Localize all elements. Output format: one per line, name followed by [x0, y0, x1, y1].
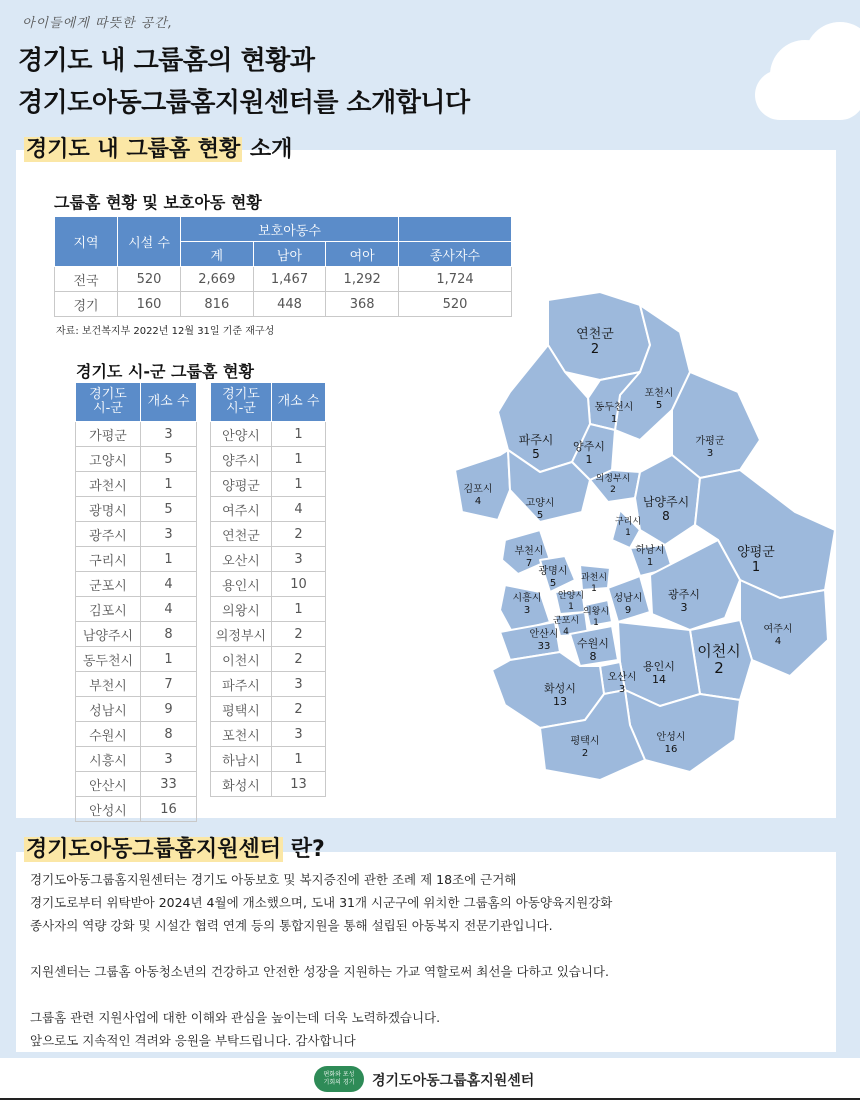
tagline: 아이들에게 따뜻한 공간,: [22, 16, 173, 31]
col-header-region: 지역: [55, 217, 118, 267]
cell-count: 3: [141, 522, 197, 547]
cell-count: 2: [272, 647, 326, 672]
cell-count: 8: [141, 722, 197, 747]
cloud-decoration: [755, 70, 860, 120]
cell-city: 구리시: [76, 547, 141, 572]
map-label-count: 8: [662, 509, 670, 523]
cell-count: 4: [272, 497, 326, 522]
intro-para3-line1: 그룹홈 관련 지원사업에 대한 이해와 관심을 높이는데 더욱 노력하겠습니다.: [30, 1010, 441, 1025]
table-row: [211, 472, 326, 497]
cell-count: 3: [141, 422, 197, 447]
table-row: [76, 772, 197, 797]
map-label-count: 5: [536, 510, 544, 521]
cell-region: 경기: [55, 292, 118, 317]
gyeonggi-logo-icon: [314, 1066, 364, 1092]
map-label-name: 의왕시: [582, 607, 610, 617]
table-row: [76, 447, 197, 472]
cell-girls: 368: [326, 292, 399, 317]
map-label-name: 김포시: [463, 484, 493, 495]
map-label-count: 3: [680, 601, 688, 614]
cell-count: 2: [272, 622, 326, 647]
intro-para2: 지원센터는 그룹홈 아동청소년의 건강하고 안전한 성장을 지원하는 가교 역할로써 최선을 다하고 있습니다.: [30, 964, 609, 979]
map-label-name: 군포시: [552, 616, 580, 626]
map-label-name: 포천시: [644, 388, 674, 399]
cell-city: 시흥시: [76, 747, 141, 772]
map-label-name: 고양시: [525, 498, 555, 509]
summary-table: [54, 216, 512, 317]
col-header-city: 경기도 시-군: [211, 383, 272, 422]
map-label-count: 13: [553, 695, 567, 708]
map-label-count: 8: [589, 650, 597, 663]
map-region-gapyeong: [672, 372, 760, 478]
cell-count: 2: [272, 697, 326, 722]
table-row: [211, 497, 326, 522]
map-label-name: 과천시: [580, 573, 608, 583]
cell-count: 16: [141, 797, 197, 822]
cell-count: 1: [272, 747, 326, 772]
table-row: [211, 697, 326, 722]
map-label-name: 안성시: [656, 732, 686, 743]
map-label-count: 3: [618, 684, 626, 695]
map-label-name: 평택시: [570, 736, 600, 747]
col-header-city: 경기도 시-군: [76, 383, 141, 422]
cell-city: 안양시: [211, 422, 272, 447]
cell-facilities: 520: [118, 267, 181, 292]
cell-count: 5: [141, 497, 197, 522]
col-header-girls: 여아: [326, 242, 399, 267]
map-label-name: 수원시: [577, 637, 609, 650]
logo-text-top: 편화와 포성: [323, 1071, 355, 1078]
intro-para1-line3: 종사자의 역량 강화 및 시설간 협력 연계 등의 통합지원을 통해 설립된 아동복지 전문기관입니다.: [30, 918, 553, 933]
table-row: [211, 572, 326, 597]
map-label-count: 1: [751, 560, 761, 575]
cell-count: 3: [272, 722, 326, 747]
cell-city: 포천시: [211, 722, 272, 747]
map-label-name: 의정부시: [595, 474, 631, 484]
map-label-name: 광명시: [538, 566, 568, 577]
table-row: [76, 522, 197, 547]
map-label-count: 9: [624, 605, 632, 616]
table-row: [55, 292, 512, 317]
map-label-count: 3: [706, 448, 714, 459]
table-row: [211, 547, 326, 572]
cell-count: 33: [141, 772, 197, 797]
col-header-boys: 남아: [253, 242, 326, 267]
table-row: [211, 522, 326, 547]
cell-city: 양주시: [211, 447, 272, 472]
map-label-count: 1: [610, 414, 618, 425]
map-label-count: 4: [774, 636, 782, 647]
page-title-line2: 경기도아동그룹홈지원센터를 소개합니다: [18, 88, 470, 118]
map-label-name: 양주시: [573, 440, 605, 453]
table-row: [76, 747, 197, 772]
table-row: [211, 422, 326, 447]
cell-city: 남양주시: [76, 622, 141, 647]
cell-count: 5: [141, 447, 197, 472]
table-row: [211, 722, 326, 747]
cell-count: 1: [141, 547, 197, 572]
page-title-line1: 경기도 내 그룹홈의 현황과: [18, 46, 315, 76]
logo-text-bottom: 기회의 경기: [323, 1079, 355, 1086]
map-label-name: 성남시: [613, 593, 643, 604]
cell-count: 10: [272, 572, 326, 597]
table-row: [76, 622, 197, 647]
map-label-name: 시흥시: [512, 593, 542, 604]
city-table-title: 경기도 시-군 그룹홈 현황: [76, 362, 254, 381]
cell-city: 군포시: [76, 572, 141, 597]
map-label-count: 2: [610, 485, 616, 495]
cell-total: 816: [181, 292, 254, 317]
intro-para1-line1: 경기도아동그룹홈지원센터는 경기도 아동보호 및 복지증진에 관한 조례 제 18조에 근거해: [30, 872, 517, 887]
table-row: [76, 497, 197, 522]
map-label-count: 5: [655, 400, 663, 411]
map-label-name: 화성시: [544, 682, 576, 695]
map-label-count: 1: [585, 453, 593, 466]
cell-count: 2: [272, 522, 326, 547]
map-label-count: 1: [591, 584, 597, 594]
map-label-name: 오산시: [607, 672, 637, 683]
table-row: [211, 622, 326, 647]
table-row: [76, 572, 197, 597]
cell-city: 평택시: [211, 697, 272, 722]
col-header-total: 계: [181, 242, 254, 267]
table-row: [211, 447, 326, 472]
cell-region: 전국: [55, 267, 118, 292]
map-label-count: 1: [625, 528, 631, 538]
map-label-name: 부천시: [514, 546, 544, 557]
cell-city: 용인시: [211, 572, 272, 597]
table-row: [211, 747, 326, 772]
cell-city: 광명시: [76, 497, 141, 522]
cell-girls: 1,292: [326, 267, 399, 292]
cell-city: 수원시: [76, 722, 141, 747]
cell-city: 광주시: [76, 522, 141, 547]
cell-city: 화성시: [211, 772, 272, 797]
org-name: 경기도아동그룹홈지원센터: [372, 1073, 535, 1089]
intro-para3-line2: 앞으로도 지속적인 격려와 응원을 부탁드립니다. 감사합니다: [30, 1033, 356, 1048]
map-label-count: 2: [590, 342, 600, 357]
col-header-count: 개소 수: [141, 383, 197, 422]
table-row: [211, 672, 326, 697]
cell-city: 부천시: [76, 672, 141, 697]
cell-city: 오산시: [211, 547, 272, 572]
map-label-name: 가평군: [695, 436, 725, 447]
table-row: [76, 472, 197, 497]
cell-count: 3: [272, 672, 326, 697]
map-label-name: 여주시: [763, 624, 793, 635]
cell-city: 성남시: [76, 697, 141, 722]
cell-count: 9: [141, 697, 197, 722]
map-label-name: 연천군: [576, 327, 614, 342]
section1-heading: 경기도 내 그룹홈 현황 소개: [26, 137, 293, 162]
table-row: [76, 647, 197, 672]
table-row: [76, 672, 197, 697]
map-label-name: 하남시: [635, 545, 665, 556]
map-label-count: 1: [568, 602, 574, 612]
gyeonggi-map: [455, 290, 835, 790]
cell-count: 8: [141, 622, 197, 647]
intro-para1-line2: 경기도로부터 위탁받아 2024년 4월에 개소했으며, 도내 31개 시군구에 위치한 그룹홈의 아동양육지원강화: [30, 895, 613, 910]
cell-count: 1: [272, 447, 326, 472]
map-label-count: 33: [537, 641, 551, 652]
cell-city: 양평군: [211, 472, 272, 497]
cell-city: 파주시: [211, 672, 272, 697]
cell-city: 하남시: [211, 747, 272, 772]
cell-count: 1: [272, 472, 326, 497]
map-label-name: 구리시: [614, 517, 642, 527]
cell-city: 여주시: [211, 497, 272, 522]
cell-count: 1: [272, 422, 326, 447]
cell-staff: 520: [399, 292, 512, 317]
cell-count: 7: [141, 672, 197, 697]
map-label-count: 2: [581, 748, 589, 759]
map-label-count: 3: [523, 605, 531, 616]
city-table-right: [210, 382, 326, 797]
cell-city: 과천시: [76, 472, 141, 497]
cell-count: 4: [141, 597, 197, 622]
map-label-name: 안양시: [557, 591, 585, 601]
cell-staff: 1,724: [399, 267, 512, 292]
table-row: [76, 697, 197, 722]
cell-city: 고양시: [76, 447, 141, 472]
cell-boys: 448: [253, 292, 326, 317]
map-label-name: 파주시: [518, 433, 554, 447]
col-header-blank: [399, 217, 512, 242]
map-label-name: 남양주시: [642, 495, 690, 509]
footer: [0, 1058, 860, 1100]
table-row: [211, 772, 326, 797]
map-label-name: 안산시: [529, 629, 559, 640]
map-label-count: 16: [664, 744, 678, 755]
table-row: [76, 547, 197, 572]
cell-count: 1: [141, 472, 197, 497]
cell-count: 1: [141, 647, 197, 672]
table-row: [55, 267, 512, 292]
map-label-count: 2: [714, 659, 724, 677]
table-row: [76, 597, 197, 622]
cell-count: 3: [272, 547, 326, 572]
cell-city: 안산시: [76, 772, 141, 797]
cell-count: 1: [272, 597, 326, 622]
table-row: [76, 797, 197, 822]
cell-facilities: 160: [118, 292, 181, 317]
map-label-count: 1: [593, 618, 599, 628]
map-label-count: 5: [549, 578, 557, 589]
map-label-count: 4: [563, 627, 569, 637]
cell-boys: 1,467: [253, 267, 326, 292]
table-row: [211, 597, 326, 622]
table-row: [211, 647, 326, 672]
map-label-name: 용인시: [643, 660, 675, 673]
source-note: 자료: 보건복지부 2022년 12월 31일 기준 재구성: [56, 326, 275, 337]
col-header-staff: 종사자수: [399, 242, 512, 267]
cell-count: 3: [141, 747, 197, 772]
cell-count: 4: [141, 572, 197, 597]
summary-table-title: 그룹홈 현황 및 보호아동 현황: [54, 193, 262, 212]
cell-total: 2,669: [181, 267, 254, 292]
map-label-count: 1: [646, 557, 654, 568]
col-header-count: 개소 수: [272, 383, 326, 422]
cell-city: 이천시: [211, 647, 272, 672]
map-label-count: 5: [532, 447, 540, 461]
cell-city: 김포시: [76, 597, 141, 622]
map-label-name: 광주시: [668, 588, 700, 601]
cell-count: 13: [272, 772, 326, 797]
map-label-name: 동두천시: [594, 402, 634, 413]
city-table-left: [75, 382, 197, 822]
map-label-name: 이천시: [697, 642, 741, 660]
col-header-children: 보호아동수: [181, 217, 399, 242]
map-label-count: 14: [652, 673, 666, 686]
cell-city: 의왕시: [211, 597, 272, 622]
map-label-count: 4: [474, 496, 482, 507]
cell-city: 동두천시: [76, 647, 141, 672]
table-row: [76, 722, 197, 747]
section2-heading: 경기도아동그룹홈지원센터 란?: [26, 837, 325, 862]
table-row: [76, 422, 197, 447]
cell-city: 가평군: [76, 422, 141, 447]
cell-city: 연천군: [211, 522, 272, 547]
cell-city: 안성시: [76, 797, 141, 822]
map-label-count: 7: [525, 558, 533, 569]
col-header-facilities: 시설 수: [118, 217, 181, 267]
cell-city: 의정부시: [211, 622, 272, 647]
map-label-name: 양평군: [737, 545, 775, 560]
